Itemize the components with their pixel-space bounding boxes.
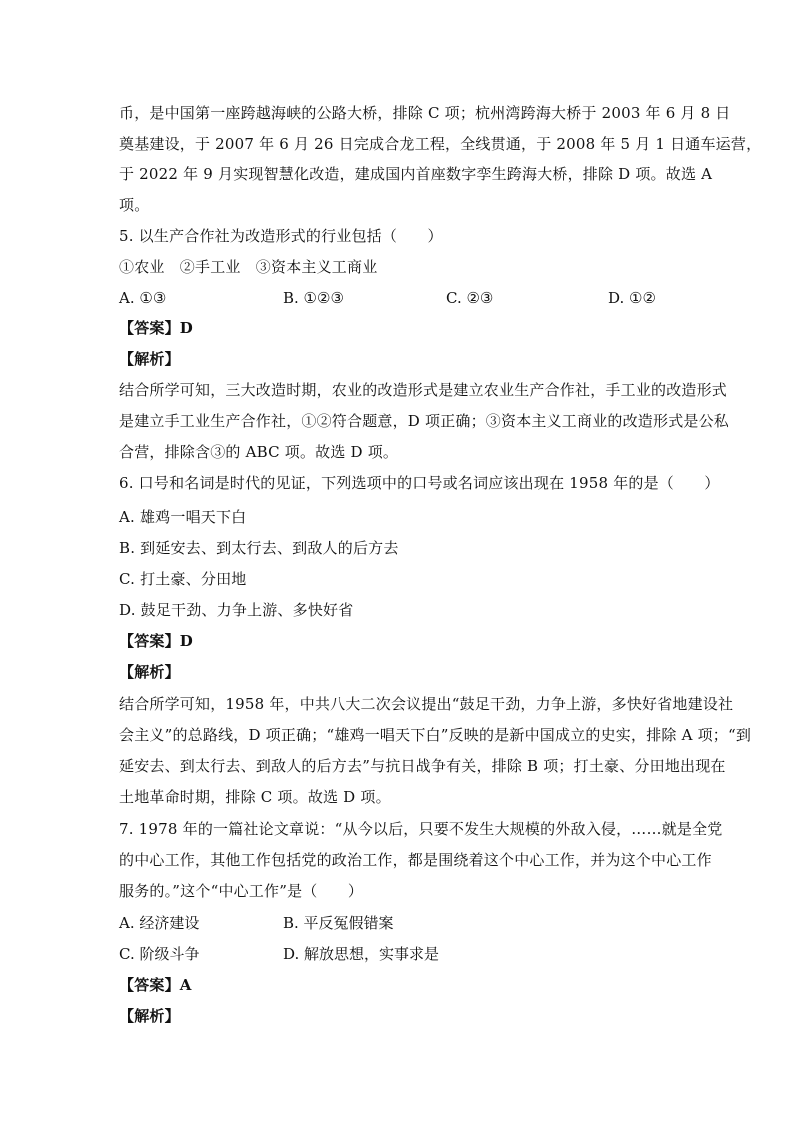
question-7-option-d: D. 解放思想，实事求是 (283, 945, 440, 963)
question-6-analysis-line: 延安去、到太行去、到敌人的后方去”与抗日战争有关，排除 B 项；打土豪、分田地出现在 (119, 757, 726, 775)
question-6-analysis-line: 结合所学可知，1958 年，中共八大二次会议提出“鼓足干劲，力争上游，多快好省地建设社 (119, 695, 734, 713)
question-7-option-c: C. 阶级斗争 (119, 945, 200, 963)
question-7-stem-line: 7. 1978 年的一篇社论文章说：“从今以后，只要不发生大规模的外敌入侵，……就是全党 (119, 820, 723, 838)
question-6-option-c: C. 打土豪、分田地 (119, 570, 247, 588)
question-6-option-a: A. 雄鸡一唱天下白 (119, 508, 247, 526)
question-7-stem-line: 的中心工作，其他工作包括党的政治工作，都是围绕着这个中心工作，并为这个中心工作 (119, 851, 712, 869)
question-5-analysis-line: 合营，排除含③的 ABC 项。故选 D 项。 (119, 443, 399, 461)
question-7-answer: 【答案】A (119, 976, 192, 994)
question-6-analysis-label: 【解析】 (119, 663, 180, 681)
question-5-analysis-line: 结合所学可知，三大改造时期，农业的改造形式是建立农业生产合作社，手工业的改造形式 (119, 381, 728, 399)
question-5-analysis-line: 是建立手工业生产合作社，①②符合题意，D 项正确；③资本主义工商业的改造形式是公私 (119, 412, 729, 430)
text-line: 于 2022 年 9 月实现智慧化改造，建成国内首座数字孪生跨海大桥，排除 D 项。故选 A (119, 165, 713, 183)
question-5-analysis-label: 【解析】 (119, 350, 180, 368)
question-6-answer: 【答案】D (119, 632, 194, 650)
question-5-option-c: C. ②③ (446, 289, 494, 307)
question-6-option-d: D. 鼓足干劲、力争上游、多快好省 (119, 601, 354, 619)
question-7-option-a: A. 经济建设 (119, 914, 200, 932)
question-5-option-d: D. ①② (608, 289, 656, 307)
question-5-option-a: A. ①③ (119, 289, 167, 307)
question-7-analysis-label: 【解析】 (119, 1007, 180, 1025)
question-5-option-b: B. ①②③ (283, 289, 344, 307)
question-5-stem: 5. 以生产合作社为改造形式的行业包括（ ） (119, 227, 443, 245)
text-line: 奠基建设，于 2007 年 6 月 26 日完成合龙工程，全线贯通，于 2008 年 5 月 1 日通车运营， (119, 135, 762, 153)
question-6-analysis-line: 土地革命时期，排除 C 项。故选 D 项。 (119, 788, 391, 806)
question-7-option-b: B. 平反冤假错案 (283, 914, 394, 932)
question-7-stem-line: 服务的。”这个“中心工作”是（ ） (119, 882, 364, 900)
question-6-option-b: B. 到延安去、到太行去、到敌人的后方去 (119, 539, 399, 557)
text-line: 项。 (119, 196, 150, 214)
question-6-stem: 6. 口号和名词是时代的见证，下列选项中的口号或名词应该出现在 1958 年的是（ ） (119, 474, 720, 492)
text-line: 币，是中国第一座跨越海峡的公路大桥，排除 C 项；杭州湾跨海大桥于 2003 年 6 月 8 日 (119, 104, 731, 122)
question-6-analysis-line: 会主义”的总路线，D 项正确；“雄鸡一唱天下白”反映的是新中国成立的史实，排除 A 项；“到 (119, 726, 752, 744)
question-5-items: ①农业 ②手工业 ③资本主义工商业 (119, 258, 378, 276)
question-5-answer: 【答案】D (119, 319, 194, 337)
